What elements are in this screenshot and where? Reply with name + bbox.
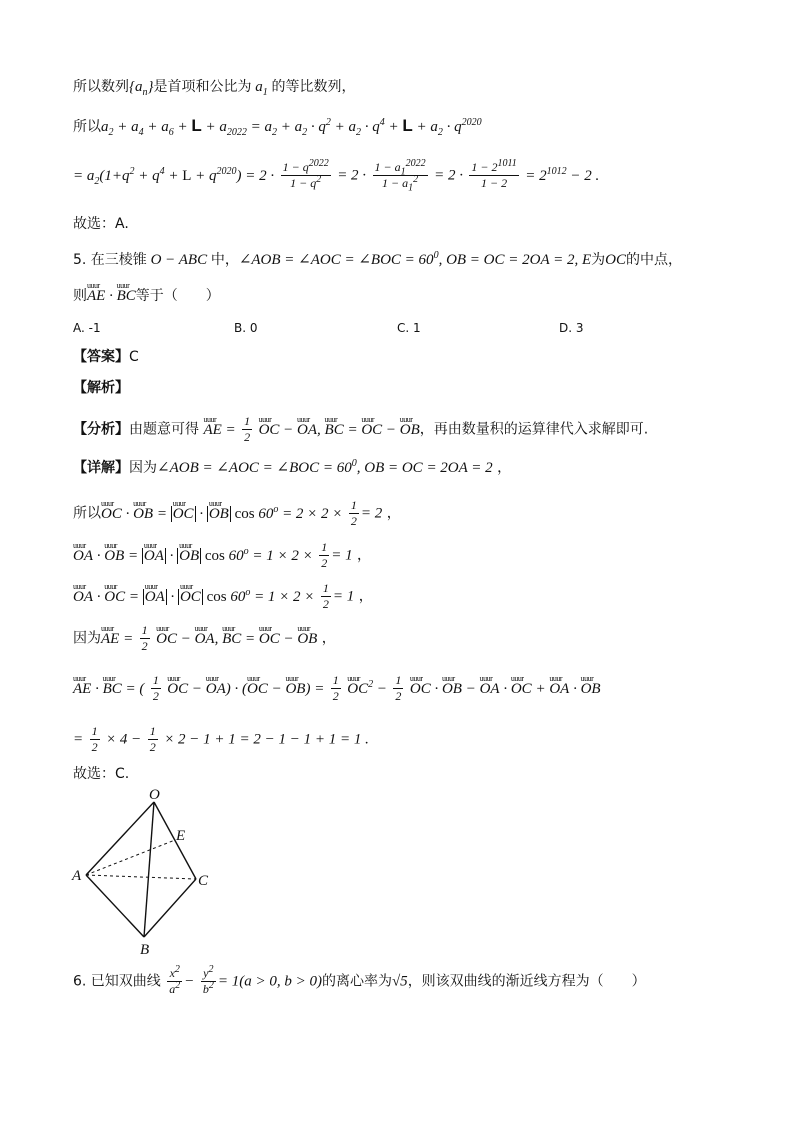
formula-line: = $\frac{1}{2}$ × 4 − $\frac{1}{2}$ × 2 − 1 + 1 = 2 − 1 − 1 + 1 = 1 . <box>73 724 369 754</box>
analysis-tag: 【解析】 <box>73 380 129 396</box>
answer-tag: 【答案】C <box>73 349 139 365</box>
tetrahedron-figure <box>70 785 220 955</box>
label-b: B <box>140 942 150 955</box>
option-a[interactable]: A. -1 <box>73 321 101 335</box>
edge-bc <box>144 879 196 937</box>
label-c: C <box>198 873 209 889</box>
edge-oc <box>154 802 196 879</box>
option-c[interactable]: C. 1 <box>397 321 421 335</box>
label-e: E <box>176 828 186 844</box>
label-a: A <box>72 868 82 884</box>
formula-line: uuur OA · uuur OB = uuur OA · uuur OB $\cos 60^o = 1 \times 2$ × $\frac{1}{2}$ = 1 ， <box>73 540 371 571</box>
formula-line: uuur OA · uuur OC = uuur OA · uuur OC $\cos 60^o = 1 \times 2$ × $\frac{1}{2}$ = 1 ， <box>73 581 373 612</box>
question-5-line2: 则uuur AE · uuur BC等于（ ） <box>73 286 220 306</box>
answer-line: 故选：C. <box>73 766 130 782</box>
option-b[interactable]: B. 0 <box>234 321 258 335</box>
label-o: O <box>149 787 160 803</box>
edge-oa <box>86 802 154 875</box>
question-6: 6. 已知双曲线 $\frac{x^2}{a^2}$ − $\frac{y^2}{b^2}$ = 1(a > 0, b > 0)的离心率为√5，则该双曲线的渐近线方程为（ ） <box>73 964 646 996</box>
formula-line: 因为uuur AE = $\frac{1}{2}$ uuur OC − uuur OA, uuur BC = uuur OC − uuur OB ， <box>73 623 336 654</box>
text-line: 所以数列$\{a_n\}$是首项和公比为 $a_1$ 的等比数列， <box>73 79 356 98</box>
edge-ob <box>144 802 154 937</box>
option-d[interactable]: D. 3 <box>559 321 584 335</box>
question-5: 5. 在三棱锥 O − ABC 中，∠AOB = ∠AOC = ∠BOC = $60^0$, OB = OC = 2OA = 2, E为OC的中点， <box>73 250 682 268</box>
edge-ab <box>86 875 144 937</box>
fenxi-line: 【分析】由题意可得 uuur AE = $\frac{1}{2}$ uuur OC − uuur OA, uuur BC = uuur OC − uuur OB，再由数量积的运算律代入求解即可. <box>73 414 648 445</box>
edge-ac <box>86 875 196 879</box>
formula-line: = $a_2(1+q^2 + q^4 + L + q^{2020}) = 2$ · $\frac{1 - q^{2022}}{1 - q^2}$ = 2 · $\frac{1 - a_1^{2022}}{1 - a_1^2}$ = 2 · $\frac{1 - 2^{1011}}{1 - 2}$ = $2^{1012} - 2$ . <box>73 158 600 194</box>
formula-line: uuur AE · uuur BC = ( $\frac{1}{2}$ uuur OC − uuur OA) · (uuur OC − uuur OB) = $\frac{1}{2}$ uuur $OC^2$ − $\frac{1}{2}$ uuur OC · uuur OB − uuur OA · uuur OC + uuur OA · uuur OB <box>73 673 601 704</box>
formula-line: 所以$a_2 + a_4 + a_6 + L + a_{2022} = a_2 + a_2 \cdot q^2 + a_2 \cdot q^4 + L + a_2 \cdot q^{2020}$ <box>73 116 482 138</box>
segment-ae <box>86 840 175 875</box>
answer-line: 故选：A. <box>73 216 129 232</box>
formula-line: 所以uuur OC · uuur OB = uuur OC · uuur OB $\cos 60^o = 2 \times 2$ × $\frac{1}{2}$ = 2 ， <box>73 498 401 529</box>
xiangjie-line: 【详解】因为∠AOB = ∠AOC = ∠BOC = $60^0$, OB = OC = 2OA = 2 ， <box>73 458 512 476</box>
